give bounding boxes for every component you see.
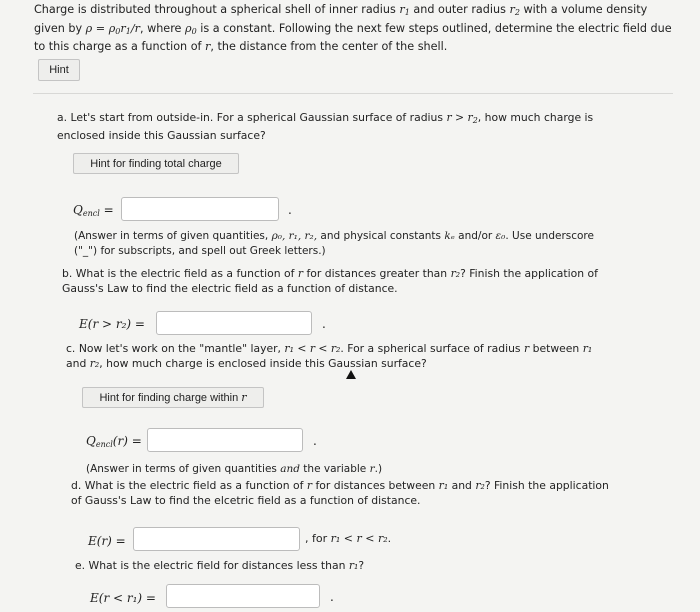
period: .: [313, 434, 317, 448]
part-d-question: [71, 478, 611, 508]
hint-button[interactable]: Hint: [38, 59, 80, 81]
period: .: [387, 532, 392, 545]
label-sub: encl: [95, 440, 113, 449]
note-text: .): [374, 463, 383, 475]
intro-text: Charge is distributed throughout a spherical shell of inner radius: [34, 3, 400, 16]
e-mantle-label: E(r) =: [88, 534, 126, 548]
e-outside-input[interactable]: [156, 311, 312, 335]
math-r: r: [205, 40, 211, 53]
note-vars: ρ₀, r₁, r₂,: [271, 230, 318, 242]
divider: [33, 93, 673, 94]
question-text: . For a spherical surface of radius: [340, 342, 524, 355]
math-r1: r: [120, 21, 126, 35]
question-text: between: [529, 342, 583, 355]
intro-text: is a constant. Following the next few steps outlined, determine the electric field due to this charge as a function of: [34, 21, 672, 53]
math-div-r: /r: [130, 21, 140, 35]
note-ke: kₑ: [444, 230, 455, 242]
label-q: Q: [73, 203, 83, 217]
note-text: and physical constants: [317, 230, 445, 242]
math-sub: 0: [115, 26, 121, 36]
math-r2: r₂: [475, 479, 485, 492]
question-text: Now let's work on the "mantle" layer,: [78, 342, 285, 355]
math-sub: 0: [191, 26, 197, 36]
condition-text: , for: [305, 532, 331, 545]
question-text: , how much charge is enclosed inside this Gaussian surface?: [99, 357, 427, 370]
hint-label: Hint for finding charge within: [99, 392, 242, 404]
math-condition: r > r: [446, 111, 473, 124]
math-sub: 1: [125, 26, 131, 36]
part-letter: c.: [66, 342, 76, 355]
q-encl-input[interactable]: [121, 197, 279, 221]
e-inside-input[interactable]: [166, 584, 320, 608]
mouse-cursor-icon: [346, 370, 356, 379]
math-rho0: ρ: [184, 21, 192, 35]
part-letter: b.: [62, 267, 73, 280]
math-condition: r₁ < r < r₂: [284, 342, 341, 355]
hint-charge-within-r-button[interactable]: [82, 387, 264, 408]
part-letter: d.: [71, 479, 82, 492]
problem-statement: [34, 2, 674, 55]
math-r: r: [241, 391, 247, 404]
period: .: [288, 203, 292, 217]
question-text: What is the electric field as a function of: [84, 479, 307, 492]
part-c-note: [86, 462, 586, 477]
math-r1: r₁: [438, 479, 449, 492]
math-condition: r₁ < r < r₂: [330, 532, 388, 545]
label-sub: encl: [82, 209, 100, 218]
question-text: ? Finish the application of Gauss's Law to find the electric field as a function of distance.: [62, 267, 598, 295]
question-text: Let's start from outside-in. For a spherical Gaussian surface of radius: [70, 111, 447, 124]
question-text: for distances between: [312, 479, 439, 492]
question-text: ? Finish the application of Gauss's Law to find the elcetric field as a function of distance.: [71, 479, 609, 507]
part-e-question: [75, 558, 575, 573]
math-r: r: [523, 342, 530, 355]
question-text: , how much charge is enclosed inside this Gaussian surface?: [57, 111, 594, 142]
part-letter: e.: [75, 559, 86, 572]
part-letter: a.: [57, 111, 68, 124]
question-text: What is the electric field as a function of: [75, 267, 298, 280]
math-r: r: [369, 463, 375, 475]
math-r2: r₂: [89, 357, 100, 370]
hint-total-charge-button[interactable]: Hint for finding total charge: [73, 153, 239, 174]
note-text: . Use underscore ("_") for subscripts, and spell out Greek letters.): [74, 230, 594, 257]
math-r1: r: [399, 3, 405, 16]
math-sub: 2: [514, 8, 520, 17]
e-inside-label: E(r < r₁) =: [90, 591, 156, 605]
math-rho: ρ = ρ: [85, 21, 116, 35]
question-text: for distances greater than: [303, 267, 451, 280]
note-text: the variable: [299, 463, 370, 475]
label-eq: (r) =: [112, 434, 142, 448]
question-text: and: [66, 357, 90, 370]
math-r1: r₁: [582, 342, 593, 355]
intro-text: with a volume density given by: [34, 3, 648, 35]
label-eq: =: [99, 203, 114, 217]
note-text: (Answer in terms of given quantities,: [74, 230, 272, 242]
question-text: What is the electric field for distances less than: [88, 559, 349, 572]
math-r: r: [306, 479, 313, 492]
e-mantle-input[interactable]: [133, 527, 300, 551]
note-text: (Answer in terms of given quantities: [86, 463, 281, 475]
math-r2: r: [509, 3, 515, 16]
math-r1: r₁: [348, 559, 359, 572]
intro-text: and outer radius: [409, 3, 510, 16]
e-mantle-condition: [305, 532, 391, 545]
e-outside-label: E(r > r₂) =: [79, 317, 145, 331]
part-a-note: [74, 229, 614, 259]
part-c-question: [66, 341, 611, 371]
q-encl-r-label: [86, 434, 142, 449]
label-q: Q: [86, 434, 96, 448]
math-sub: 2: [472, 116, 478, 125]
part-b-question: [62, 266, 607, 296]
part-a-question: [57, 110, 617, 143]
intro-text: , where: [139, 21, 185, 35]
period: .: [322, 317, 326, 331]
question-text: ?: [358, 559, 365, 572]
q-encl-label: [73, 203, 114, 218]
note-text: and/or: [454, 230, 496, 242]
math-r: r: [297, 267, 304, 280]
period: .: [330, 590, 334, 604]
question-text: and: [448, 479, 476, 492]
note-and: and: [280, 463, 300, 475]
note-eps: ε₀: [495, 230, 506, 242]
math-r2: r₂: [450, 267, 461, 280]
q-encl-r-input[interactable]: [147, 428, 303, 452]
intro-text: , the distance from the center of the shell.: [210, 40, 448, 53]
math-sub: 1: [404, 8, 410, 17]
